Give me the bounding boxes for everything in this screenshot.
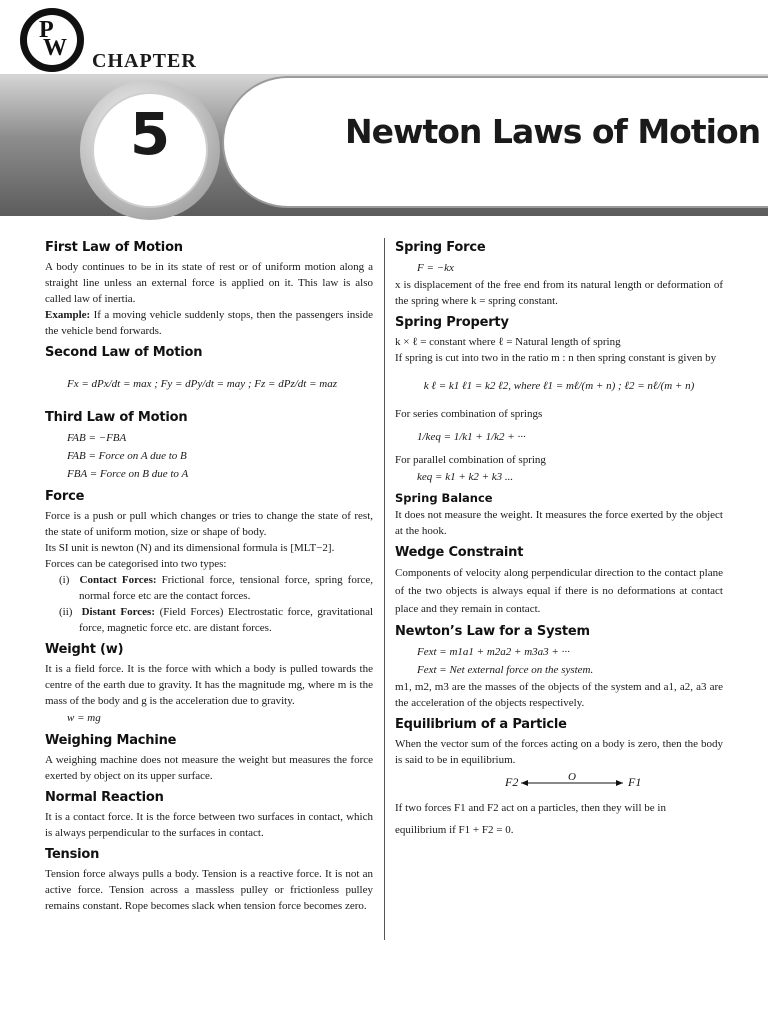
spring-balance-section (395, 490, 723, 539)
tension-heading: Tension (45, 847, 100, 862)
item-number: (i) (59, 574, 70, 586)
force-item-contact (45, 572, 373, 604)
item-text: Frictional force, tensional force, spring force, normal force etc are the contact forces. (79, 574, 373, 602)
right-arrowhead (616, 780, 623, 786)
first-law-section (45, 239, 373, 339)
tension-body: Tension force always pulls a body. Tension is a reactive force. It is not an active force. Tension across a massless pulley or frictionless pulley remains constant. Rope becomes slack when tension force becomes zero. (45, 868, 373, 912)
wedge-body: Components of velocity along perpendicular direction to the contact plane of the two objects is always equal if there is no deformations at contact place and they remain in contact. (395, 567, 723, 615)
parallel-equation: keq = k1 + k2 + k3 ... (417, 471, 514, 483)
spring-balance-heading: Spring Balance (395, 491, 493, 505)
weight-equation: w = mg (67, 712, 101, 724)
equilibrium-heading: Equilibrium of a Particle (395, 717, 567, 732)
tension-section (45, 846, 373, 914)
second-law-section (45, 344, 373, 404)
chapter-label: CHAPTER (92, 50, 197, 72)
force-section (45, 488, 373, 636)
weight-section (45, 641, 373, 727)
third-law-eq3: FBA = Force on B due to A (67, 468, 189, 480)
newton-system-section (395, 623, 723, 711)
spring-force-equation: F = −kx (417, 262, 454, 274)
spring-property-heading: Spring Property (395, 315, 509, 330)
wedge-heading: Wedge Constraint (395, 545, 524, 560)
third-law-eq1: FAB = −FBA (67, 432, 127, 444)
item-label: Distant Forces: (81, 606, 155, 618)
second-law-equation (45, 364, 373, 404)
series-label: For series combination of springs (395, 408, 543, 420)
spring-property-line1: k × ℓ = constant where ℓ = Natural length of spring (395, 336, 621, 348)
second-law-equation-text: Fx = dPx/dt = max ; Fy = dPy/dt = may ; Fz = dPz/dt = maz (67, 378, 337, 390)
pw-logo: P W (20, 8, 84, 72)
force-p2: Its SI unit is newton (N) and its dimensional formula is [MLT−2]. (45, 542, 335, 554)
third-law-heading: Third Law of Motion (45, 410, 188, 425)
force-diagram (395, 770, 723, 792)
example-label: Example: (45, 309, 91, 321)
chapter-number: 5 (129, 100, 171, 168)
parallel-label: For parallel combination of spring (395, 454, 546, 466)
example-text: If a moving vehicle suddenly stops, then the passengers inside the vehicle bend forwards. (45, 309, 373, 337)
force-item-distant (45, 604, 373, 636)
spring-force-section (395, 239, 723, 309)
third-law-section (45, 409, 373, 483)
chapter-title: Newton Laws of Motion (345, 112, 761, 151)
weighing-machine-heading: Weighing Machine (45, 733, 177, 748)
weight-heading: Weight (w) (45, 642, 124, 657)
newton-system-heading: Newton’s Law for a System (395, 624, 590, 639)
chapter-header (0, 0, 768, 222)
spring-balance-body: It does not measure the weight. It measures the force exerted by the object at the hook. (395, 509, 723, 537)
second-law-heading: Second Law of Motion (45, 345, 203, 360)
f2-label: F2 (505, 775, 519, 789)
first-law-example (45, 307, 373, 339)
force-p1: Force is a push or pull which changes or tries to change the state of rest, the state of uniform motion, size or shape of body. (45, 510, 373, 538)
normal-reaction-section (45, 789, 373, 841)
spring-property-line2: If spring is cut into two in the ratio m : n then spring constant is given by (395, 352, 717, 364)
left-column (45, 234, 373, 914)
item-label: Contact Forces: (79, 574, 157, 586)
normal-reaction-heading: Normal Reaction (45, 790, 164, 805)
normal-reaction-body: It is a contact force. It is the force between two surfaces in contact, which is always perpendicular to the surfaces in contact. (45, 811, 373, 839)
origin-label: O (568, 771, 576, 783)
first-law-heading: First Law of Motion (45, 240, 183, 255)
force-p3: Forces can be categorised into two types: (45, 558, 227, 570)
equilibrium-section (395, 716, 723, 841)
third-law-eq2: FAB = Force on A due to B (67, 450, 187, 462)
column-divider (384, 238, 385, 940)
spring-force-heading: Spring Force (395, 240, 486, 255)
weight-body: It is a field force. It is the force with which a body is pulled towards the centre of the earth due to gravity. It has the magnitude mg, where m is the mass of the body and g is the acceleration due to gravity. (45, 663, 373, 707)
first-law-body: A body continues to be in its state of rest or of uniform motion along a straight line unless an external force is applied on it. This law is also called law of inertia. (45, 261, 373, 305)
spring-cut-equation: k ℓ = k1 ℓ1 = k2 ℓ2, where ℓ1 = mℓ/(m + n) ; ℓ2 = nℓ/(m + n) (423, 380, 695, 392)
force-heading: Force (45, 489, 85, 504)
right-column (395, 234, 723, 841)
equilibrium-line2: equilibrium if F1 + F2 = 0. (395, 824, 514, 836)
equilibrium-body: When the vector sum of the forces acting on a body is zero, then the body is said to be in equilibrium. (395, 738, 723, 766)
weighing-machine-section (45, 732, 373, 784)
newton-system-equation: Fext = m1a1 + m2a2 + m3a3 + ··· (417, 646, 570, 658)
weighing-machine-body: A weighing machine does not measure the weight but measures the force exerted by object on its upper surface. (45, 754, 373, 782)
item-number: (ii) (59, 606, 73, 618)
newton-system-body: m1, m2, m3 are the masses of the objects of the system and a1, a2, a3 are the acceleration of the objects respectively. (395, 681, 723, 709)
spring-property-section (395, 314, 723, 486)
equilibrium-line1: If two forces F1 and F2 act on a particles, then they will be in (395, 802, 666, 814)
f1-label: F1 (628, 775, 642, 789)
item-text: (Field Forces) Electrostatic force, gravitational force, magnetic force etc. are distant forces. (79, 606, 374, 634)
left-arrowhead (521, 780, 528, 786)
wedge-section (395, 544, 723, 618)
newton-system-eq2: Fext = Net external force on the system. (417, 664, 594, 676)
series-equation: 1/keq = 1/k1 + 1/k2 + ··· (417, 431, 526, 443)
spring-force-body: x is displacement of the free end from its natural length or deformation of the spring where k = spring constant. (395, 279, 723, 307)
